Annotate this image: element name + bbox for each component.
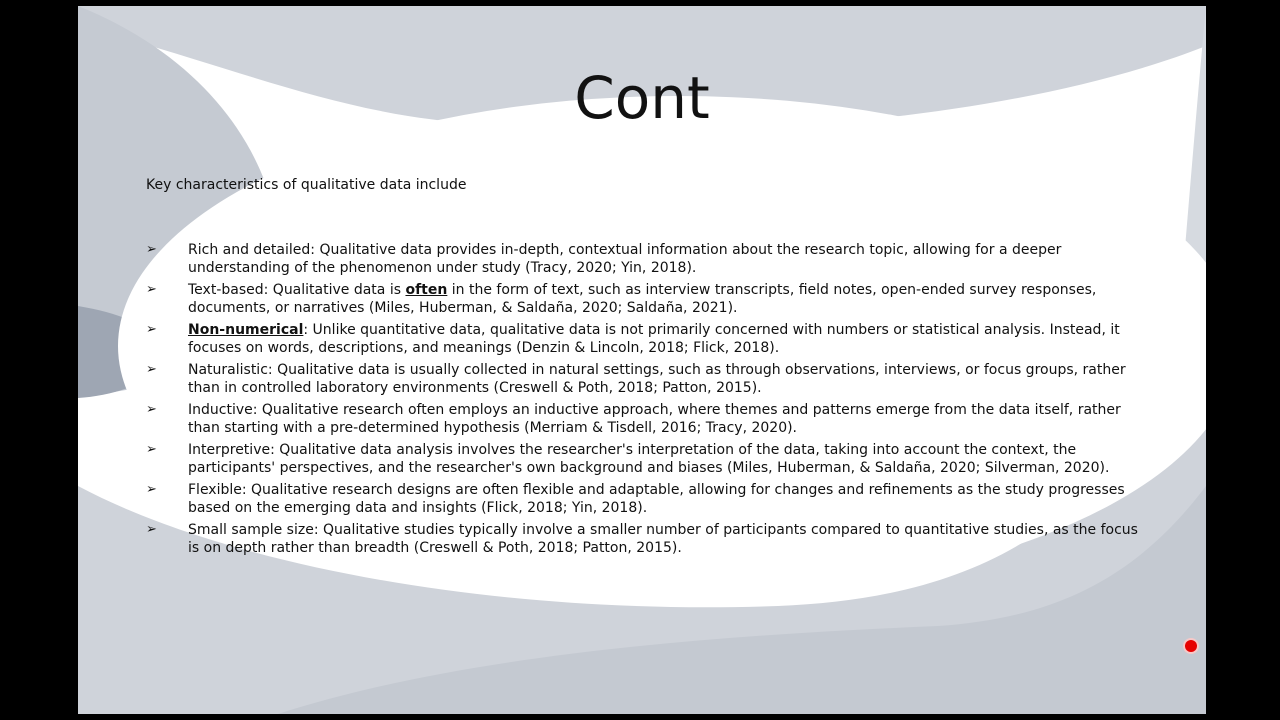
bullet-item [146,241,1146,277]
arrowhead-bullet-icon: ➢ [146,522,157,537]
bullet-item [146,401,1146,437]
bullet-item [146,321,1146,357]
red-laser-pointer-icon [1185,640,1197,652]
arrowhead-bullet-icon: ➢ [146,442,157,457]
bullet-item [146,521,1146,557]
arrowhead-bullet-icon: ➢ [146,482,157,497]
bullet-item [146,281,1146,317]
bullet-text: Inductive: Qualitative research often employs an inductive approach, where themes and patterns emerge from the data itself, rather than starting with a pre-determined hypothesis (Merriam & Tisdell, 2016; Tracy, 2020). [188,402,1121,436]
bullet-text: in the form of text, such as interview transcripts, field notes, open-ended survey responses, documents, or narratives (Miles, Huberman, & Saldaña, 2020; Saldaña, 2021). [188,282,1097,316]
bullet-emphasis: often [405,282,448,298]
arrowhead-bullet-icon: ➢ [146,362,157,377]
arrowhead-bullet-icon: ➢ [146,402,157,417]
bullet-list [146,241,1146,561]
bullet-item [146,361,1146,397]
bullet-text: Interpretive: Qualitative data analysis involves the researcher's interpretation of the data, taking into account the context, the participants' perspectives, and the researcher's own background and biases (Miles, Huberman, & Saldaña, 2020; Silverman, 2020). [188,442,1110,476]
bullet-text: Rich and detailed: Qualitative data provides in-depth, contextual information about the research topic, allowing for a deeper understanding of the phenomenon under study (Tracy, 2020; Yin, 2018). [188,242,1062,276]
bullet-text: Small sample size: Qualitative studies typically involve a smaller number of participants compared to quantitative studies, as the focus is on depth rather than breadth (Creswell & Poth, 2018; Patton, 2015). [188,522,1138,556]
bullet-item [146,441,1146,477]
bullet-text: Text-based: Qualitative data is [188,282,406,298]
bullet-item [146,481,1146,517]
arrowhead-bullet-icon: ➢ [146,242,157,257]
bullet-text: Naturalistic: Qualitative data is usually collected in natural settings, such as through observations, interviews, or focus groups, rather than in controlled laboratory environments (Creswell & Poth, 2018; Patton, 2015). [188,362,1126,396]
arrowhead-bullet-icon: ➢ [146,322,157,337]
presentation-slide [78,6,1206,714]
arrowhead-bullet-icon: ➢ [146,282,157,297]
bullet-text: : Unlike quantitative data, qualitative data is not primarily concerned with numbers or statistical analysis. Instead, it focuses on words, descriptions, and meanings (Denzin & Lincoln, 2018; Flick, 2018). [188,322,1120,356]
slide-title: Cont [574,64,710,132]
bullet-emphasis: Non-numerical [188,322,304,338]
bullet-text: Flexible: Qualitative research designs are often flexible and adaptable, allowing for changes and refinements as the study progresses based on the emerging data and insights (Flick, 2018; Yin, 2018). [188,482,1125,516]
slide-intro-text: Key characteristics of qualitative data include [146,177,467,193]
